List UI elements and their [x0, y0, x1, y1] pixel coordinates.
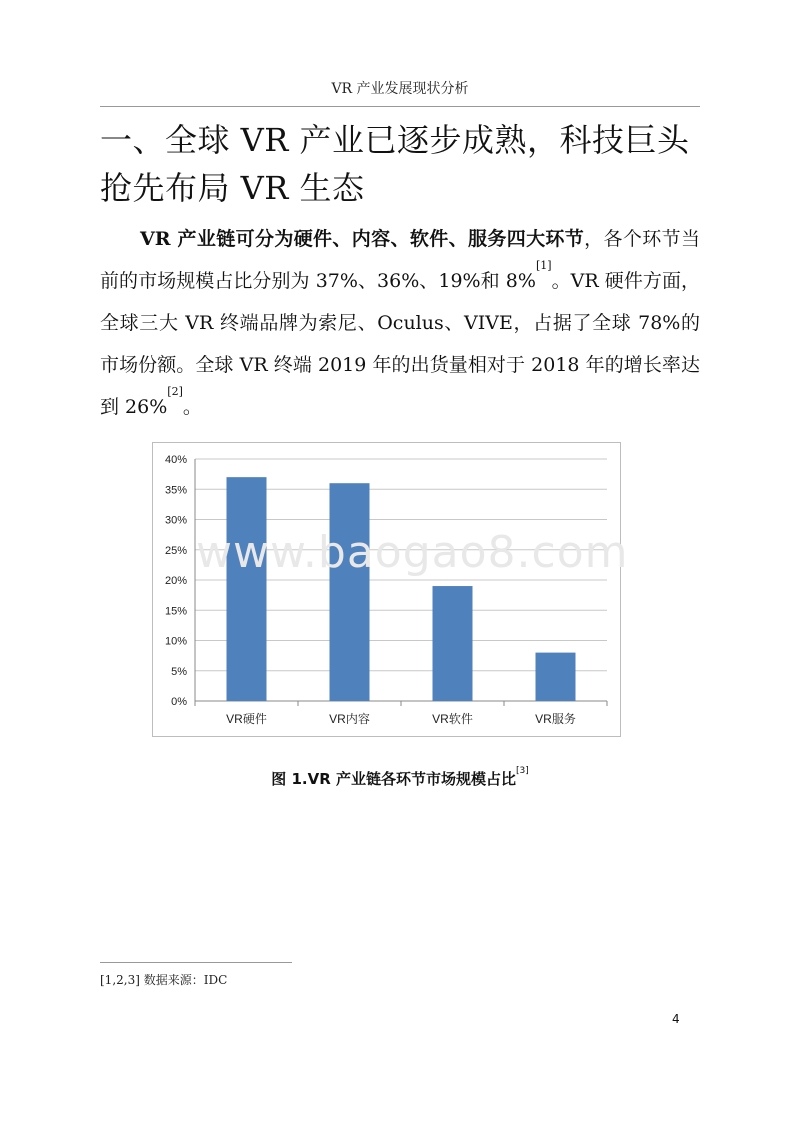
section-heading: 一、全球 VR 产业已逐步成熟，科技巨头抢先布局 VR 生态: [100, 121, 690, 207]
bar-chart-frame: [152, 442, 621, 737]
header-divider: [100, 106, 700, 107]
body-paragraph: [100, 218, 700, 428]
bar: [227, 477, 267, 701]
bar-chart: [153, 443, 620, 736]
citation-3[interactable]: [3]: [516, 766, 529, 776]
page-header: VR 产业发展现状分析: [331, 81, 469, 97]
paragraph-bold-lead: VR 产业链可分为硬件、内容、软件、服务四大环节: [140, 228, 585, 250]
x-tick-label: VR软件: [432, 712, 473, 726]
y-tick-label: 35%: [164, 484, 187, 497]
paragraph-text-3: 。: [182, 396, 202, 418]
citation-1[interactable]: [1]: [535, 259, 552, 272]
paragraph-text-2: 。VR 硬件方面，全球三大 VR 终端品牌为索尼、Oculus、VIVE，占据了全球 78%的市场份额。全球 VR 终端 2019 年的出货量相对于 2018 年的增长率达到 26%: [100, 270, 700, 418]
paragraph-text-1: ，各个环节当前的市场规模占比分别为 37%、36%、19%和 8%: [100, 228, 700, 292]
x-tick-label: VR内容: [329, 712, 370, 726]
footnote: [1,2,3] 数据来源：IDC: [100, 973, 228, 987]
y-tick-label: 30%: [164, 514, 187, 527]
y-tick-label: 25%: [164, 544, 187, 557]
page-number: 4: [672, 1012, 680, 1026]
y-tick-label: 40%: [164, 454, 187, 466]
y-tick-label: 20%: [164, 575, 187, 587]
y-tick-label: 10%: [164, 635, 187, 648]
x-tick-label: VR硬件: [226, 712, 267, 726]
bar: [330, 483, 370, 701]
watermark: www.baogao8.com: [196, 527, 629, 578]
figure-caption: [100, 768, 700, 789]
bar: [433, 586, 473, 701]
bar: [536, 653, 576, 701]
x-tick-label: VR服务: [535, 712, 576, 726]
y-tick-label: 15%: [164, 605, 187, 618]
y-tick-label: 5%: [171, 665, 187, 678]
footnote-divider: [100, 962, 292, 963]
figure-caption-text: 图 1.VR 产业链各环节市场规模占比: [271, 770, 516, 788]
citation-2[interactable]: [2]: [167, 385, 183, 398]
y-tick-label: 0%: [171, 696, 187, 708]
